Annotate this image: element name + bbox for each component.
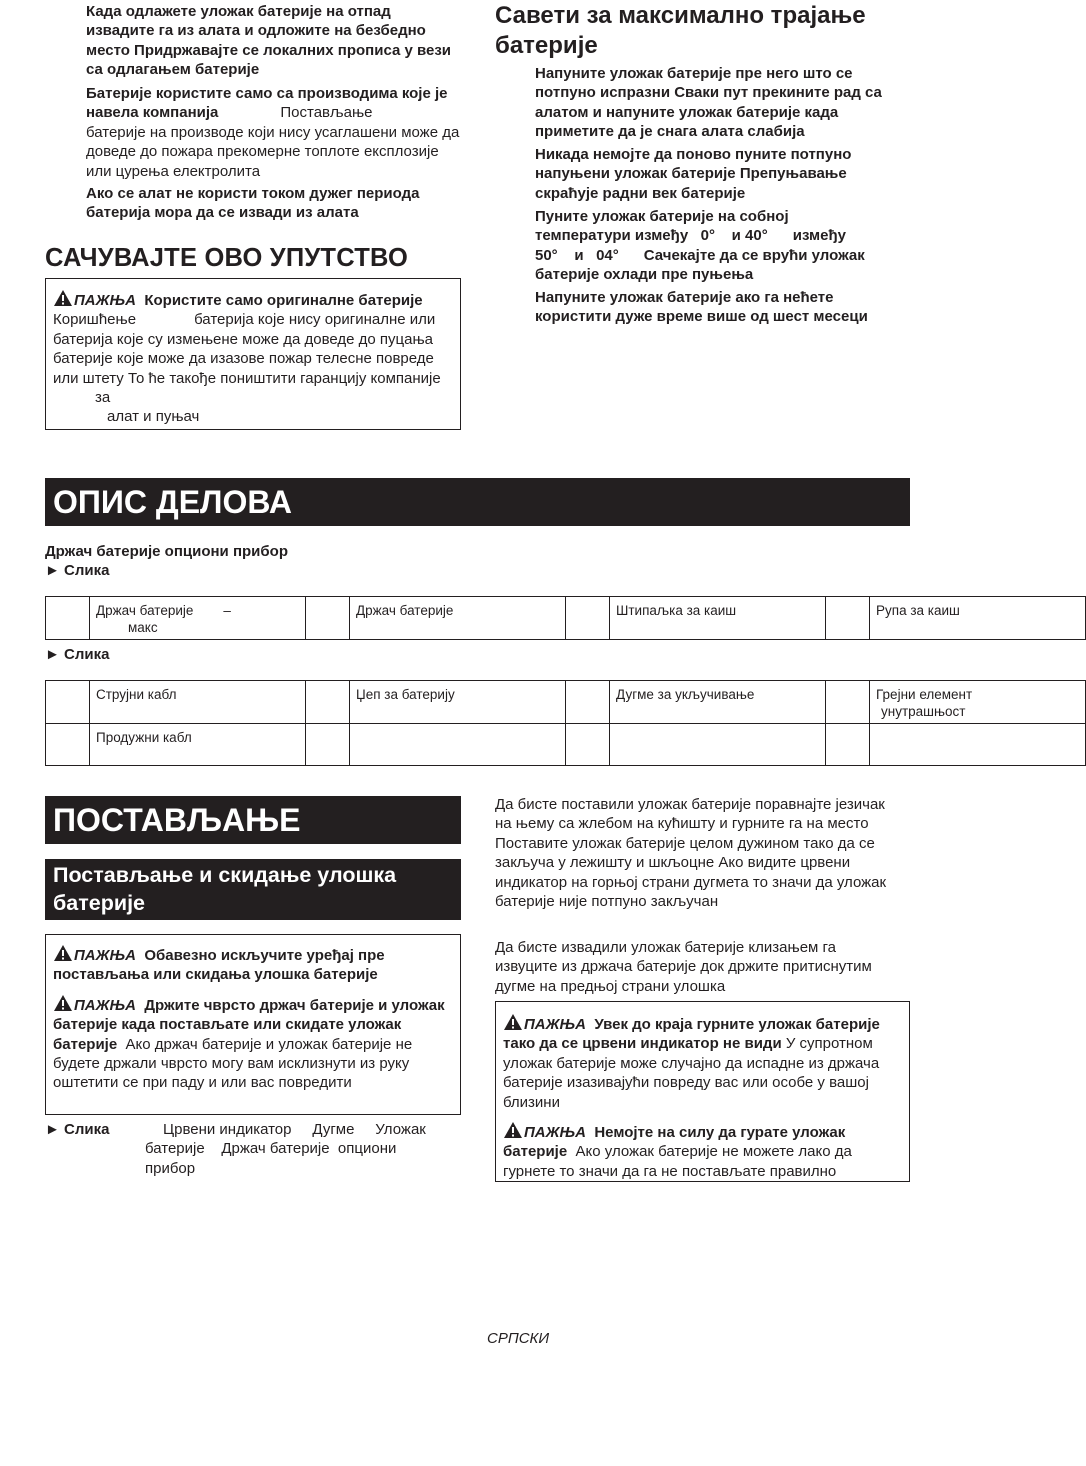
tip-4: Напуните уложак батерије ако га нећете користити дуже време више од шест месеци — [535, 289, 868, 326]
parts-section-banner: ОПИС ДЕЛОВА — [45, 478, 910, 526]
install-procedure: Да бисте поставили уложак батерије поравнајте језичак на њему са жлебом на кућишту и гурните га на место Поставите уложак батерије целом дужином тако да се закључа у лежишту и шкљоцне Ако видите црвени индикатор на горњој страни дугмета то значи да уложак батерије није потпуно закључан — [495, 796, 887, 911]
caution-box-original-batteries: ПАЖЊА Користите само оригиналне батерије Коришћење батерија које нису оригиналне или батерија које су измењене може да доведе до пуцања батерије које може да изазове пожар телесне повреде или штету То ће такође поништити гаранцију компанијеза алат и пуњач — [45, 278, 461, 430]
figure-ref-2: ► Слика — [45, 646, 110, 663]
caution-box-install: ПАЖЊА Обавезно искључите уређај пре постављања или скидања улошка батерије ПАЖЊА Држите чврсто држач батерије и уложак батерије када постављате или скидате уложак батерије Ако држач батерије и уложак батерије не будете држали чврсто могу вам исклизнути из руку оштетити се при паду и или вас повредити — [45, 934, 461, 1115]
storage-note: Ако се алат не користи током дужег периода батерија мора да се извади из алата — [86, 185, 420, 222]
remove-procedure: Да бисте извадили уложак батерије клизањем га извуците из држача батерије док држите притиснутим дугме на предњој страни улошка — [495, 939, 872, 995]
table-row: Продужни кабл — [46, 724, 1086, 766]
tip-2: Никада немојте да поново пуните потпуно напуњени уложак батерије Препуњавање скраћује радни век батерије — [535, 146, 852, 202]
warning-triangle-icon — [503, 1121, 523, 1139]
tip-3: Пуните уложак батерије на собној температури између 0° и 40° између 50° и 04° Сачекајте да се врући уложак батерије охлади пре пуњења — [535, 208, 865, 284]
warning-triangle-icon — [503, 1013, 523, 1031]
warning-triangle-icon — [53, 994, 73, 1012]
warning-triangle-icon — [53, 289, 73, 307]
page-footer-language: СРПСКИ — [487, 1330, 550, 1347]
table-row: Држач батерије – макс Држач батерије Штипаљка за каиш Рупа за каиш — [46, 597, 1086, 640]
caution-box-push-fully: ПАЖЊА Увек до краја гурните уложак батерије тако да се црвени индикатор не види У супротном уложак батерије може случајно да испадне из држача батерије изазивајући повреду вас или особе у вашој близини ПАЖЊА Немојте на силу да гурате уложак батерије Ако уложак батерије не можете лако да гурнете то значи да га не постављате правилно — [495, 1001, 910, 1182]
save-instructions-title: САЧУВАЈТЕ ОВО УПУТСТВО — [45, 244, 408, 272]
tips-title: Савети за максимално трајање батерије — [495, 2, 866, 59]
battery-compat-note: Батерије користите само са производима које је навела компанија Постављање батерије на производе који нису усаглашени може да доведе до пожара прекомерне топлоте експлозије или цурења електролита — [86, 85, 460, 180]
caution-label: ПАЖЊА — [524, 1124, 586, 1142]
caution-label: ПАЖЊА — [74, 996, 136, 1014]
warning-triangle-icon — [53, 944, 73, 962]
caution-label: ПАЖЊА — [524, 1016, 586, 1033]
parts-table-1 — [45, 596, 1086, 640]
tip-1: Напуните уложак батерије пре него што се потпуно испразни Сваки пут прекините рад са алатом и напуните уложак батерије када приметите да је снага алата слабија — [535, 65, 882, 141]
disposal-note: Када одлажете уложак батерије на отпад извадите га из алата и одложите на безбедно место Придржавајте се локалних прописа у вези са одлагањем батерије — [86, 3, 452, 79]
figure-ref-1: ► Слика — [45, 562, 110, 579]
caution-label: ПАЖЊА — [74, 292, 136, 309]
figure-caption-install: Црвени индикатор Дугме Уложак батерије Држач батерије опциони прибор — [145, 1121, 426, 1177]
install-section-banner: ПОСТАВЉАЊЕ — [45, 796, 461, 844]
figure-ref-3: ► Слика — [45, 1121, 110, 1138]
parts-table-2 — [45, 680, 1086, 766]
table-row: Струјни кабл Џеп за батерију Дугме за укључивање Грејни елемент унутрашњост — [46, 681, 1086, 724]
install-subsection-banner: Постављање и скидање улошка батерије — [45, 859, 461, 920]
parts-subtitle: Држач батерије опциони прибор — [45, 543, 288, 560]
caution-label: ПАЖЊА — [74, 947, 136, 964]
